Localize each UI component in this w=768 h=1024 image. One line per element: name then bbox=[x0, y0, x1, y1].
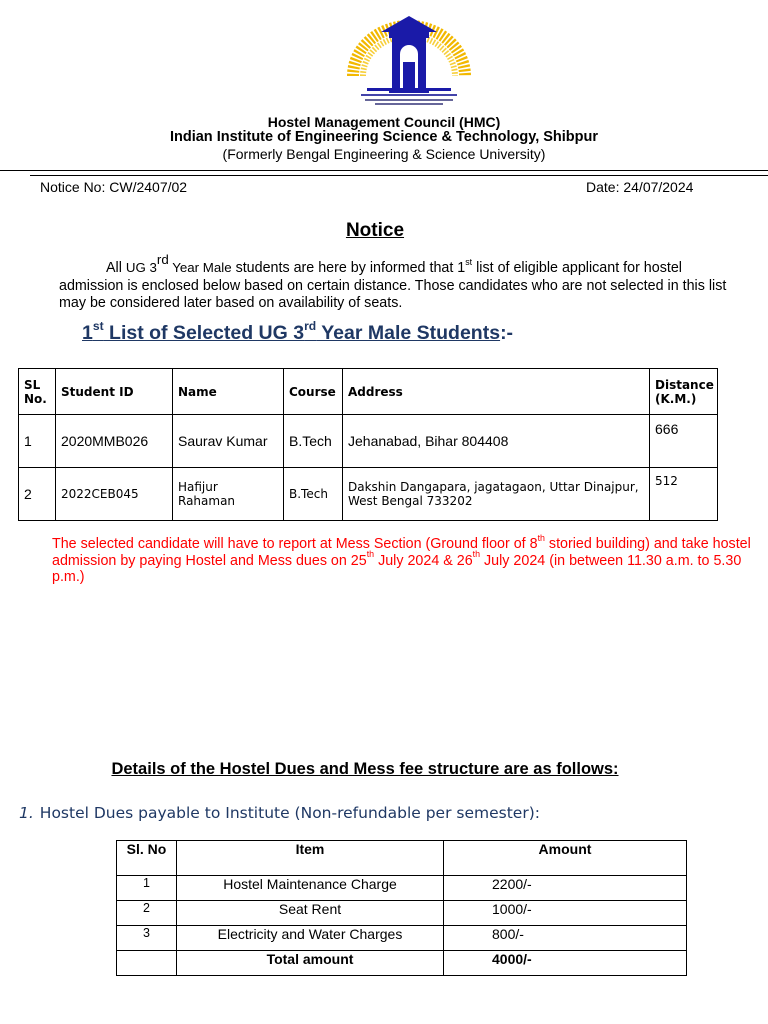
table-row bbox=[19, 415, 718, 468]
column-header: Sl. No bbox=[117, 841, 177, 876]
course-cell: B.Tech bbox=[284, 468, 343, 521]
amount-cell: 1000/- bbox=[444, 901, 687, 926]
distance-cell: 512 bbox=[650, 468, 718, 521]
column-header: Amount bbox=[444, 841, 687, 876]
hostel-dues-heading: 1. Hostel Dues payable to Institute (Non-refundable per semester): bbox=[19, 804, 540, 822]
column-header: SL No. bbox=[19, 369, 56, 415]
selected-students-table bbox=[18, 368, 718, 521]
column-header: Address bbox=[343, 369, 650, 415]
total-amount: 4000/- bbox=[444, 951, 687, 976]
notice-heading: Notice bbox=[345, 220, 405, 241]
notice-number: Notice No: CW/2407/02 bbox=[40, 179, 188, 195]
table-row bbox=[117, 876, 687, 901]
institute-name: Indian Institute of Engineering Science & Technology, Shibpur bbox=[169, 129, 599, 145]
selected-list-heading: 1st List of Selected UG 3rd Year Male Students:- bbox=[82, 318, 514, 344]
hostel-dues-table bbox=[116, 840, 687, 976]
column-header: Name bbox=[173, 369, 284, 415]
gate-emblem-icon bbox=[381, 16, 437, 93]
header-divider bbox=[0, 170, 768, 171]
table-row bbox=[117, 926, 687, 951]
report-instructions: The selected candidate will have to report at Mess Section (Ground floor of 8th storied building) and take hostel admission by paying Hostel and Mess dues on 25th July 2024 & 26th July 2024 (in between 11.30 a.m. to 5.30 p.m.) bbox=[52, 532, 751, 585]
item-cell: Seat Rent bbox=[177, 901, 444, 926]
notice-date: Date: 24/07/2024 bbox=[586, 179, 694, 195]
distance-cell: 666 bbox=[650, 415, 718, 468]
former-name: (Formerly Bengal Engineering & Science University) bbox=[222, 146, 546, 162]
column-header: Item bbox=[177, 841, 444, 876]
institute-logo bbox=[345, 14, 473, 108]
table-row bbox=[117, 901, 687, 926]
student-id-cell: 2020MMB026 bbox=[56, 415, 173, 468]
amount-cell: 800/- bbox=[444, 926, 687, 951]
table-header-row bbox=[117, 841, 687, 876]
item-cell: Hostel Maintenance Charge bbox=[177, 876, 444, 901]
table-header-row bbox=[19, 369, 718, 415]
address-cell: Dakshin Dangapara, jagatagaon, Uttar Dinajpur, West Bengal 733202 bbox=[343, 468, 650, 521]
sl-no-cell: 1 bbox=[117, 876, 177, 901]
column-header: Course bbox=[284, 369, 343, 415]
column-header: Distance (K.M.) bbox=[650, 369, 718, 415]
sl-no-cell: 2 bbox=[19, 468, 56, 521]
column-header: Student ID bbox=[56, 369, 173, 415]
header-divider bbox=[30, 175, 768, 176]
student-id-cell: 2022CEB045 bbox=[56, 468, 173, 521]
name-cell: Saurav Kumar bbox=[173, 415, 284, 468]
sl-no-cell: 1 bbox=[19, 415, 56, 468]
fee-structure-heading: Details of the Hostel Dues and Mess fee structure are as follows: bbox=[111, 760, 619, 778]
course-cell: B.Tech bbox=[284, 415, 343, 468]
total-row bbox=[117, 951, 687, 976]
logo-script-lines bbox=[361, 88, 457, 105]
amount-cell: 2200/- bbox=[444, 876, 687, 901]
item-cell: Electricity and Water Charges bbox=[177, 926, 444, 951]
total-label: Total amount bbox=[177, 951, 444, 976]
table-row bbox=[19, 468, 718, 521]
sl-no-cell: 3 bbox=[117, 926, 177, 951]
address-cell: Jehanabad, Bihar 804408 bbox=[343, 415, 650, 468]
sl-no-cell: 2 bbox=[117, 901, 177, 926]
name-cell: Hafijur Rahaman bbox=[173, 468, 284, 521]
intro-paragraph: All UG 3rd Year Male students are here by informed that 1st list of eligible applicant for hostel admission is enclosed below based on certain distance. Those candidates who are not selected in this list may be considered later based on availability of seats. bbox=[59, 252, 727, 311]
empty-cell bbox=[117, 951, 177, 976]
council-name: Hostel Management Council (HMC) bbox=[267, 114, 501, 130]
